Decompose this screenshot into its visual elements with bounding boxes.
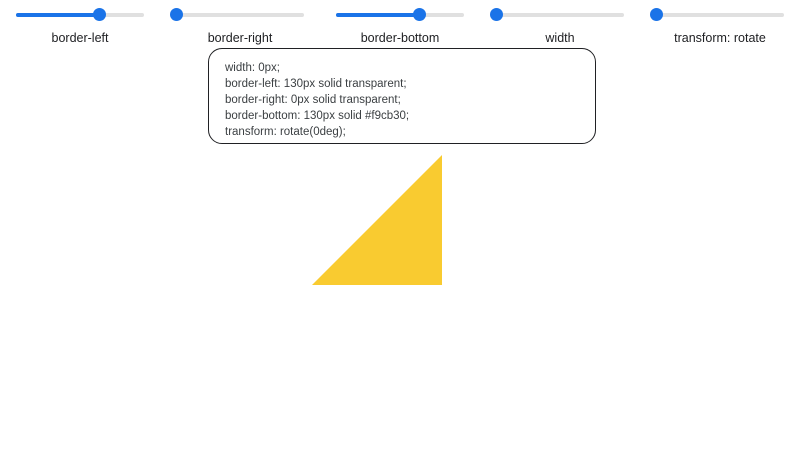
slider-cell-border-bottom (320, 8, 480, 46)
slider-label-border-right: border-right (207, 31, 273, 45)
code-line-transform: transform: rotate(0deg); (225, 126, 346, 138)
slider-track[interactable] (176, 13, 304, 17)
slider-fill (16, 13, 99, 17)
code-line-width: width: 0px; (225, 62, 280, 74)
slider-cell-border-left (0, 8, 160, 46)
slider-fill (336, 13, 419, 17)
slider-border-left[interactable] (16, 8, 144, 22)
slider-border-bottom[interactable] (336, 8, 464, 22)
slider-label-border-bottom: border-bottom (360, 31, 440, 45)
slider-transform-rotate[interactable] (656, 8, 784, 22)
css-code-panel (208, 48, 596, 144)
slider-cell-transform-rotate (640, 8, 800, 46)
slider-cell-border-right (160, 8, 320, 46)
slider-label-border-left: border-left (51, 31, 109, 45)
slider-thumb[interactable] (490, 8, 503, 21)
slider-track[interactable] (496, 13, 624, 17)
shape-stage (0, 155, 800, 295)
slider-thumb[interactable] (413, 8, 426, 21)
slider-width[interactable] (496, 8, 624, 22)
css-triangle-preview (312, 155, 442, 285)
slider-thumb[interactable] (93, 8, 106, 21)
code-line-border-right: border-right: 0px solid transparent; (225, 94, 401, 106)
slider-label-transform-rotate: transform: rotate (674, 31, 766, 45)
code-line-border-bottom: border-bottom: 130px solid #f9cb30; (225, 110, 410, 122)
slider-cell-width (480, 8, 640, 46)
slider-track[interactable] (656, 13, 784, 17)
slider-thumb[interactable] (650, 8, 663, 21)
slider-thumb[interactable] (170, 8, 183, 21)
slider-toolbar (0, 0, 800, 46)
slider-border-right[interactable] (176, 8, 304, 22)
slider-label-width: width (545, 31, 575, 45)
code-line-border-left: border-left: 130px solid transparent; (225, 78, 407, 90)
